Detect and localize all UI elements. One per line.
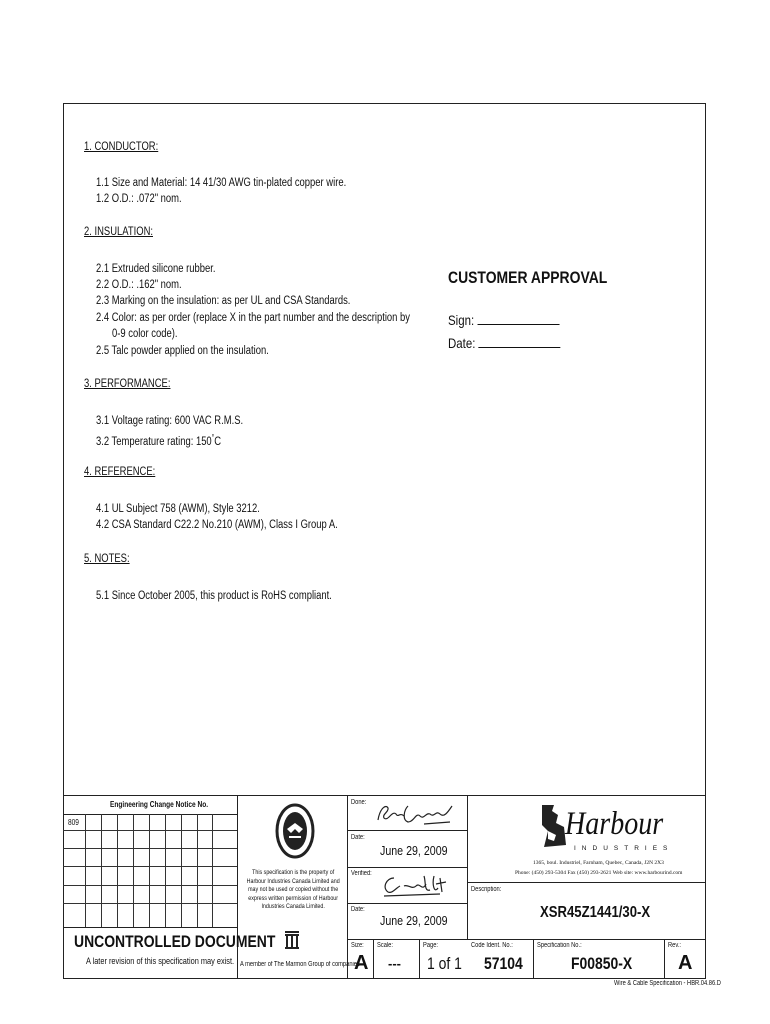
date-label: Date:	[448, 335, 476, 351]
size-label: Size:	[351, 942, 364, 949]
company-contact: Phone: (450) 293-5304 Fax (450) 293-2621 Web site: www.harbourind.com	[515, 870, 683, 876]
uncontrolled-note: A later revision of this specification may exist.	[86, 956, 235, 966]
spec-item: 4.2 CSA Standard C22.2 No.210 (AWM), Class I Group A.	[96, 519, 338, 531]
size-value: A	[354, 952, 369, 974]
spec-item: 5.1 Since October 2005, this product is RoHS compliant.	[96, 590, 332, 602]
ecn-row-lines	[63, 814, 237, 927]
date-label-2: Date:	[351, 906, 365, 913]
description-label: Description:	[471, 886, 502, 893]
rev-value: A	[678, 952, 693, 974]
spec-item: 2.5 Talc powder applied on the insulation.	[96, 345, 269, 357]
page-label: Page:	[423, 942, 439, 949]
company-seal-icon	[275, 803, 315, 859]
section-heading-insulation: 2. INSULATION:	[84, 226, 153, 238]
member-note: A member of The Marmon Group of companies	[240, 961, 360, 968]
spec-item: 3.1 Voltage rating: 600 VAC R.M.S.	[96, 415, 244, 427]
description-value: XSR45Z1441/30-X	[540, 904, 651, 921]
company-name: Harbour	[565, 806, 664, 842]
rev-label: Rev.:	[668, 942, 681, 949]
spec-item: 2.4 Color: as per order (replace X in the part number and the description by	[96, 312, 410, 324]
spec-item: 1.2 O.D.: .072" nom.	[96, 193, 182, 205]
sign-label: Sign:	[448, 312, 475, 328]
signature-verified	[380, 872, 452, 900]
property-note: This specification is the property of Harbour Industries Canada Limited and may not be used or copied without the express written permission of Harbour Industries Canada Limited.	[246, 869, 340, 910]
date-label-1: Date:	[351, 834, 365, 841]
date-value-2: June 29, 2009	[380, 913, 448, 928]
section-heading-conductor: 1. CONDUCTOR:	[84, 141, 159, 153]
section-heading-notes: 5. NOTES:	[84, 553, 130, 565]
section-heading-performance: 3. PERFORMANCE:	[84, 378, 171, 390]
date-field	[479, 334, 561, 348]
company-address: 1365, boul. Industriel, Farnham, Quebec, Canada, J2N 2X3	[533, 860, 664, 866]
spec-number-label: Specification No.:	[537, 942, 582, 949]
code-ident-value: 57104	[484, 954, 523, 973]
spec-item: 2.2 O.D.: .162" nom.	[96, 279, 182, 291]
customer-approval-title: CUSTOMER APPROVAL	[448, 268, 608, 287]
date-value-1: June 29, 2009	[380, 843, 448, 858]
marmon-logo-icon	[284, 930, 300, 950]
verified-label: Verified:	[351, 870, 372, 877]
scale-label: Scale:	[377, 942, 393, 949]
approval-sign-line	[448, 311, 559, 328]
spec-number-value: F00850-X	[571, 954, 633, 973]
spec-item: 1.1 Size and Material: 14 41/30 AWG tin-plated copper wire.	[96, 177, 347, 189]
signature-done	[374, 800, 456, 828]
ecn-header: Engineering Change Notice No.	[110, 800, 209, 809]
ecn-number: 809	[68, 818, 79, 827]
spec-item: 2.3 Marking on the insulation: as per UL and CSA Standards.	[96, 295, 351, 307]
spec-item-temperature: 3.2 Temperature rating: 150°C	[96, 433, 222, 448]
code-ident-label: Code Ident. No.:	[471, 942, 513, 949]
section-heading-reference: 4. REFERENCE:	[84, 466, 156, 478]
spec-item: 0-9 color code).	[112, 328, 178, 340]
spec-item: 2.1 Extruded silicone rubber.	[96, 263, 216, 275]
footer-form-id: Wire & Cable Specification - HBR.04.86.D	[614, 980, 721, 987]
scale-value: ---	[388, 956, 401, 971]
uncontrolled-title: UNCONTROLLED DOCUMENT	[74, 932, 276, 951]
done-label: Done:	[351, 799, 367, 806]
sign-field	[477, 311, 559, 325]
spec-item: 4.1 UL Subject 758 (AWM), Style 3212.	[96, 503, 260, 515]
page-value: 1 of 1	[427, 954, 462, 973]
company-subtitle: INDUSTRIES	[574, 845, 674, 852]
approval-date-line	[448, 334, 561, 351]
